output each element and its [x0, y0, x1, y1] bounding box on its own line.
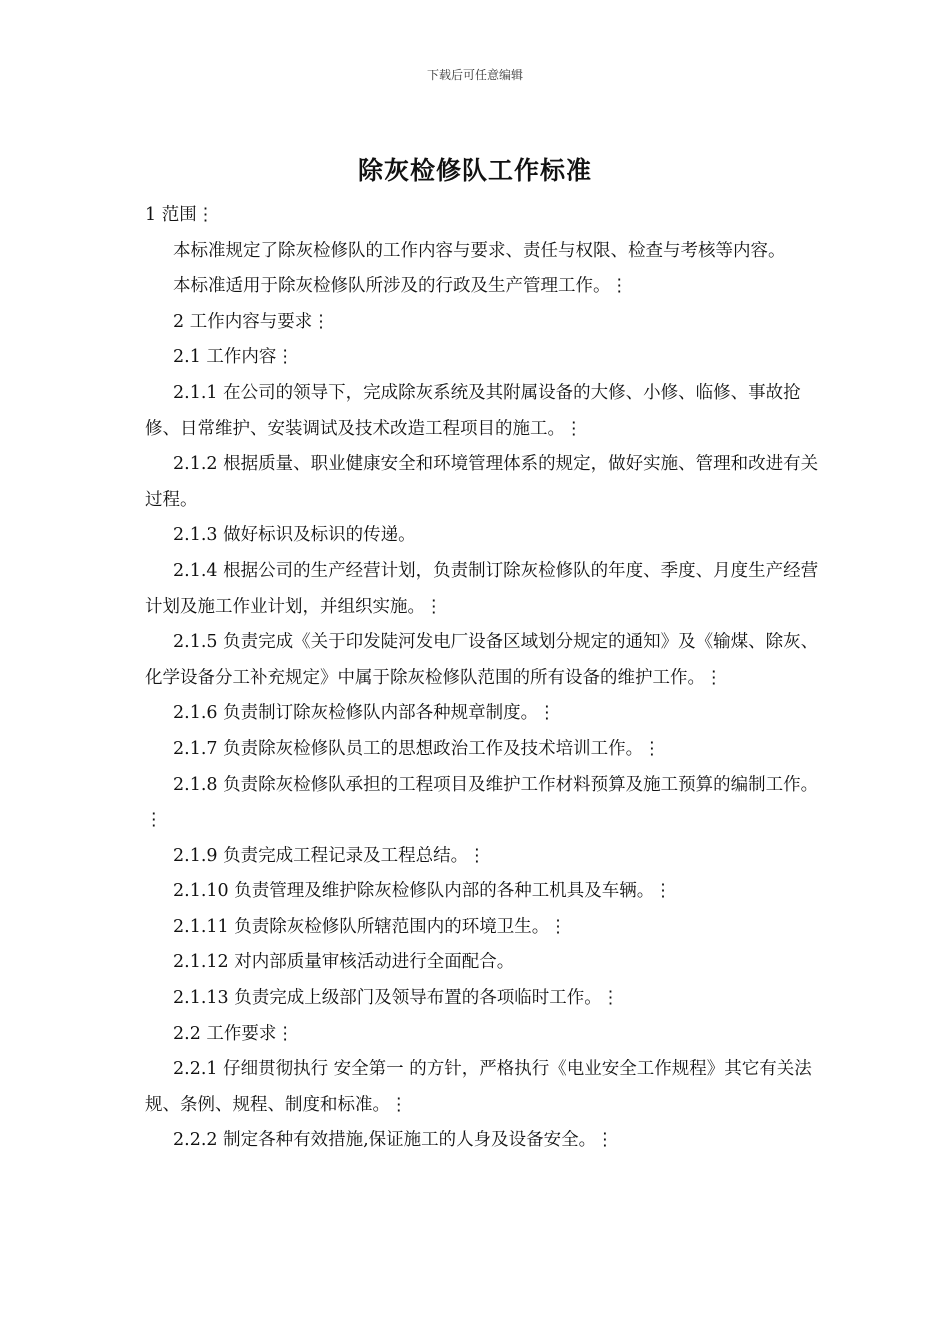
paragraph-p-2-1-2	[145, 447, 821, 518]
paragraph-text: 2.1.11 负责除灰检修队所辖范围内的环境卫生。	[173, 916, 550, 937]
paragraph-end-mark: ⋮	[312, 311, 330, 332]
paragraph-end-mark: ⋮	[601, 988, 620, 1009]
paragraph-end-mark: ⋮	[549, 916, 567, 937]
paragraph-p-2-1-8	[145, 768, 821, 839]
paragraph-p-1-2	[145, 269, 821, 305]
paragraph-end-mark: ⋮	[565, 418, 583, 439]
paragraph-text: 2.1.3 做好标识及标识的传递。	[173, 525, 416, 546]
paragraph-end-mark: ⋮	[610, 276, 628, 297]
paragraph-text: 2.1.9 负责完成工程记录及工程总结。	[173, 845, 469, 866]
paragraph-p-2-1-12	[145, 945, 821, 981]
paragraph-text: 2.1.2 根据质量、职业健康安全和环境管理体系的规定，做好实施、管理和改进有关过程。	[145, 454, 819, 510]
paragraph-text: 2.1 工作内容	[173, 347, 277, 368]
paragraph-p-2-1-7	[145, 732, 821, 768]
paragraph-text: 2.1.13 负责完成上级部门及领导布置的各项临时工作。	[173, 988, 602, 1009]
paragraph-p-2-1-3	[145, 518, 821, 554]
paragraph-text: 2.1.10 负责管理及维护除灰检修队内部的各种工机具及车辆。	[173, 881, 655, 902]
header-note: 下载后可任意编辑	[426, 68, 523, 82]
paragraph-end-mark: ⋮	[390, 1094, 408, 1115]
paragraph-end-mark: ⋮	[596, 1130, 614, 1151]
paragraph-end-mark: ⋮	[538, 703, 556, 724]
paragraph-sec-1	[145, 198, 821, 234]
paragraph-text: 本标准适用于除灰检修队所涉及的行政及生产管理工作。	[173, 276, 611, 297]
paragraph-end-mark: ⋮	[276, 1023, 294, 1044]
paragraph-end-mark: ⋮	[643, 738, 661, 759]
paragraph-text: 2.1.8 负责除灰检修队承担的工程项目及维护工作材料预算及施工预算的编制工作。	[173, 774, 819, 795]
paragraph-end-mark: ⋮	[468, 845, 486, 866]
paragraph-text: 2.1.5 负责完成《关于印发陡河发电厂设备区域划分规定的通知》及《输煤、除灰、化学设备分工补充规定》中属于除灰检修队范围的所有设备的维护工作。	[145, 632, 819, 688]
paragraph-end-mark: ⋮	[276, 347, 294, 368]
paragraph-p-2-1-11	[145, 910, 821, 946]
paragraph-text: 2.2.2 制定各种有效措施,保证施工的人身及设备安全。	[173, 1130, 597, 1151]
paragraph-p-2-1-9	[145, 839, 821, 875]
paragraph-p-2-1-6	[145, 696, 821, 732]
paragraph-end-mark: ⋮	[425, 596, 443, 617]
paragraph-end-mark: ⋮	[654, 881, 672, 902]
paragraph-text: 2.1.4 根据公司的生产经营计划，负责制订除灰检修队的年度、季度、月度生产经营计划及施工作业计划，并组织实施。	[145, 560, 819, 617]
paragraph-end-mark: ⋮	[196, 205, 215, 225]
paragraph-text: 本标准规定了除灰检修队的工作内容与要求、责任与权限、检查与考核等内容。	[173, 240, 786, 261]
paragraph-text: 2.1.6 负责制订除灰检修队内部各种规章制度。	[173, 703, 539, 724]
paragraph-text: 2.1.7 负责除灰检修队员工的思想政治工作及技术培训工作。	[173, 738, 644, 759]
paragraph-end-mark: ⋮	[705, 667, 723, 688]
paragraph-text: 2 工作内容与要求	[173, 311, 313, 332]
paragraph-sec-2-1	[145, 340, 821, 376]
paragraph-text: 2.2 工作要求	[173, 1023, 277, 1044]
paragraph-end-mark: ⋮	[145, 810, 163, 831]
paragraph-text: 2.1.1 在公司的领导下，完成除灰系统及其附属设备的大修、小修、临修、事故抢修、日常维护、安装调试及技术改造工程项目的施工。	[145, 382, 801, 439]
paragraph-sec-2	[145, 305, 821, 341]
paragraph-text: 1 范围	[145, 205, 197, 225]
paragraph-p-2-1-5	[145, 625, 821, 696]
paragraph-p-2-2-2	[145, 1123, 821, 1159]
document-body	[145, 198, 821, 1159]
paragraph-text: 2.1.12 对内部质量审核活动进行全面配合。	[173, 952, 515, 973]
paragraph-p-2-1-13	[145, 981, 821, 1017]
document-title: 除灰检修队工作标准	[357, 156, 592, 185]
paragraph-p-2-1-1	[145, 376, 821, 447]
paragraph-p-2-1-4	[145, 554, 821, 625]
paragraph-sec-2-2	[145, 1017, 821, 1053]
paragraph-p-2-1-10	[145, 874, 821, 910]
paragraph-text: 2.2.1 仔细贯彻执行 安全第一 的方针，严格执行《电业安全工作规程》其它有关法规、条例、规程、制度和标准。	[145, 1059, 812, 1115]
paragraph-p-1-1	[145, 234, 821, 270]
paragraph-p-2-2-1	[145, 1052, 821, 1123]
